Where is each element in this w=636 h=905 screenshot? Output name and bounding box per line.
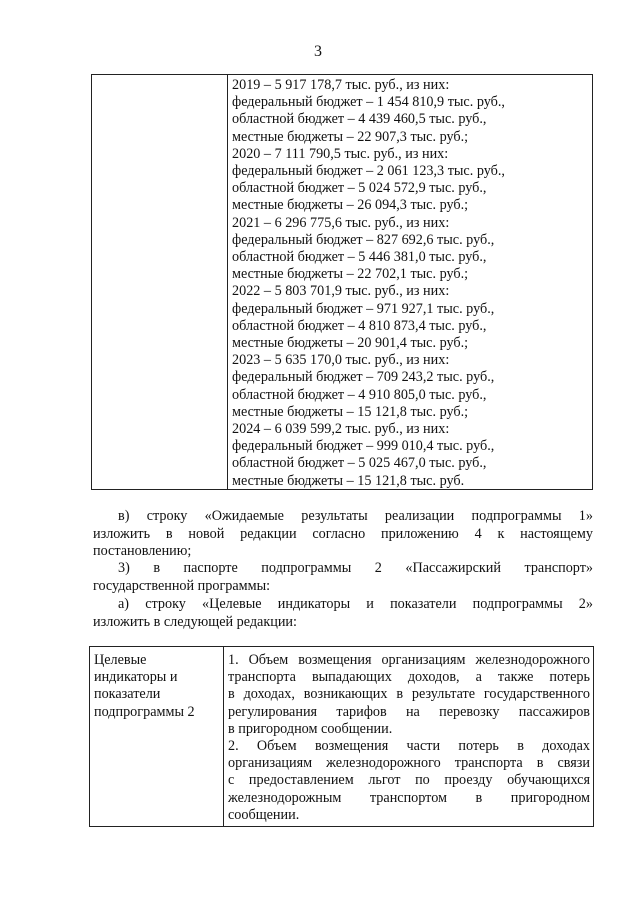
funding-line: 2019 – 5 917 178,7 тыс. руб., из них: (232, 77, 450, 93)
indicators-content-line: в пригородном сообщении. (228, 720, 393, 737)
funding-line: местные бюджеты – 20 901,4 тыс. руб.; (232, 335, 469, 352)
funding-line: федеральный бюджет – 827 692,6 тыс. руб., (232, 231, 495, 248)
page-number: 3 (314, 43, 322, 60)
funding-cell (232, 77, 592, 490)
funding-line: областной бюджет – 5 025 467,0 тыс. руб., (232, 455, 487, 472)
funding-line: 2024 – 6 039 599,2 тыс. руб., из них: (232, 421, 450, 438)
indicators-label-line: Целевые (94, 652, 147, 668)
funding-line: 2020 – 7 111 790,5 тыс. руб., из них: (232, 145, 449, 162)
funding-line: федеральный бюджет – 2 061 123,3 тыс. руб., (232, 163, 505, 180)
indicators-label-line: подпрограммы 2 (94, 703, 195, 720)
indicators-content-line: в доходах, возникающих в результате государственного (228, 686, 590, 703)
table-column-divider (227, 75, 228, 489)
funding-line: областной бюджет – 4 439 460,5 тыс. руб., (232, 111, 487, 128)
paragraph-line: 3) в паспорте подпрограммы 2 «Пассажирский транспорт» (118, 560, 593, 576)
indicators-label-line: индикаторы и (94, 669, 178, 686)
funding-line: местные бюджеты – 26 094,3 тыс. руб.; (232, 197, 469, 214)
paragraph-item-v (93, 508, 593, 561)
paragraph-item-3 (93, 560, 593, 595)
funding-line: областной бюджет – 5 024 572,9 тыс. руб., (232, 180, 487, 197)
funding-line: 2023 – 5 635 170,0 тыс. руб., из них: (232, 352, 450, 369)
indicators-content-line: с предоставлением льгот по проезду обучающихся (228, 772, 590, 789)
funding-line: областной бюджет – 4 810 873,4 тыс. руб., (232, 317, 487, 334)
paragraph-line: изложить в следующей редакции: (93, 613, 297, 630)
table-column-divider (223, 647, 224, 826)
funding-line: федеральный бюджет – 709 243,2 тыс. руб., (232, 369, 495, 386)
indicators-content-line: 1. Объем возмещения организациям железнодорожного (228, 652, 590, 668)
funding-line: местные бюджеты – 15 121,8 тыс. руб. (232, 472, 465, 489)
funding-line: местные бюджеты – 15 121,8 тыс. руб.; (232, 403, 469, 420)
indicators-content-line: 2. Объем возмещения части потерь в доходах (228, 738, 590, 755)
indicators-label-cell (94, 652, 220, 721)
funding-line: местные бюджеты – 22 907,3 тыс. руб.; (232, 128, 469, 145)
paragraph-line: в) строку «Ожидаемые результаты реализации подпрограммы 1» (118, 508, 593, 524)
funding-line: местные бюджеты – 22 702,1 тыс. руб.; (232, 266, 469, 283)
funding-line: областной бюджет – 5 446 381,0 тыс. руб., (232, 249, 487, 266)
paragraph-item-a (93, 596, 593, 631)
funding-table (91, 74, 593, 490)
funding-line: областной бюджет – 4 910 805,0 тыс. руб., (232, 386, 487, 403)
paragraph-line: а) строку «Целевые индикаторы и показатели подпрограммы 2» (118, 596, 593, 612)
indicators-table (89, 646, 594, 827)
paragraph-line: постановлению; (93, 543, 192, 559)
indicators-content-line: регулирования тарифов на перевозку пассажиров (228, 703, 590, 720)
funding-line: 2022 – 5 803 701,9 тыс. руб., из них: (232, 283, 450, 300)
indicators-content-cell (228, 652, 590, 824)
funding-line: федеральный бюджет – 999 010,4 тыс. руб., (232, 438, 495, 455)
indicators-content-line: железнодорожным транспортом в пригородном (228, 789, 590, 806)
indicators-content-line: сообщении. (228, 806, 300, 823)
funding-line: 2021 – 6 296 775,6 тыс. руб., из них: (232, 214, 450, 231)
paragraph-line: изложить в новой редакции согласно приложению 4 к настоящему (93, 525, 593, 542)
indicators-content-line: организациям железнодорожного транспорта в связи (228, 755, 590, 772)
indicators-content-line: транспорта выпадающих доходов, а также потерь (228, 669, 590, 686)
paragraph-line: государственной программы: (93, 577, 271, 594)
funding-line: федеральный бюджет – 1 454 810,9 тыс. руб., (232, 94, 505, 111)
funding-line: федеральный бюджет – 971 927,1 тыс. руб., (232, 300, 495, 317)
indicators-label-line: показатели (94, 686, 161, 703)
